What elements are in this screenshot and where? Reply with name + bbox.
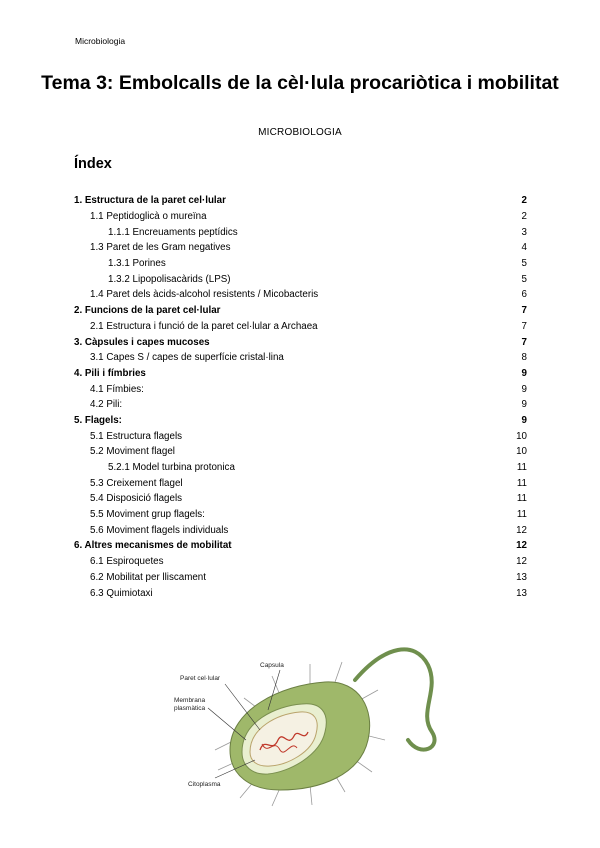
label-membrane-2: plasmàtica — [174, 705, 206, 712]
toc-entry-page: 11 — [516, 493, 527, 505]
toc-entry[interactable] — [74, 256, 527, 272]
toc-entry[interactable] — [74, 585, 527, 601]
toc-entry-page: 7 — [521, 305, 527, 317]
toc-entry[interactable] — [74, 366, 527, 382]
toc-entry[interactable] — [74, 224, 527, 240]
toc-entry[interactable] — [74, 334, 527, 350]
toc-entry-page: 4 — [521, 242, 527, 254]
toc-entry-label: 6. Altres mecanismes de mobilitat — [74, 540, 232, 552]
toc-entry-page: 10 — [516, 446, 527, 458]
toc-entry-page: 5 — [521, 258, 527, 270]
toc-entry[interactable] — [74, 554, 527, 570]
toc-entry-label: 1.3 Paret de les Gram negatives — [90, 242, 231, 254]
toc-entry-label: 4.2 Pili: — [90, 399, 123, 411]
toc-entry-label: 5.6 Moviment flagels individuals — [90, 524, 229, 536]
toc-entry-label: 1.3.2 Lipopolisacàrids (LPS) — [108, 273, 231, 285]
toc-entry-label: 1.4 Paret dels àcids-alcohol resistents / Micobacteris — [90, 289, 319, 301]
toc-entry[interactable] — [74, 319, 527, 335]
toc-entry-page: 9 — [521, 367, 527, 379]
index-heading: Índex — [74, 156, 112, 172]
toc-entry[interactable] — [74, 413, 527, 429]
toc-entry-label: 5.3 Creixement flagel — [90, 477, 183, 489]
toc-entry-page: 5 — [521, 273, 527, 285]
toc-entry[interactable] — [74, 460, 527, 476]
toc-entry-page: 12 — [516, 556, 527, 568]
table-of-contents — [74, 193, 527, 601]
toc-entry-label: 4.1 Fímbies: — [90, 383, 144, 395]
toc-entry-label: 3. Càpsules i capes mucoses — [74, 336, 210, 348]
toc-entry[interactable] — [74, 428, 527, 444]
toc-entry[interactable] — [74, 570, 527, 586]
toc-entry-label: 5.1 Estructura flagels — [90, 430, 183, 442]
toc-entry-page: 8 — [521, 352, 527, 364]
toc-entry-page: 9 — [521, 399, 527, 411]
toc-entry-page: 11 — [516, 477, 527, 489]
label-cell-wall: Paret cel·lular — [180, 675, 221, 682]
toc-entry-label: 1.1 Peptidoglicà o mureïna — [90, 211, 207, 223]
toc-entry-page: 7 — [521, 320, 527, 332]
toc-entry-page: 12 — [516, 524, 527, 536]
label-cytoplasm: Citoplasma — [188, 781, 221, 788]
toc-entry[interactable] — [74, 491, 527, 507]
toc-entry-page: 9 — [521, 414, 527, 426]
toc-entry[interactable] — [74, 271, 527, 287]
toc-entry[interactable] — [74, 381, 527, 397]
toc-entry-page: 2 — [521, 195, 527, 207]
toc-entry-label: 6.2 Mobilitat per lliscament — [90, 571, 206, 583]
toc-entry-page: 13 — [516, 571, 527, 583]
toc-entry[interactable] — [74, 303, 527, 319]
toc-entry-page: 9 — [521, 383, 527, 395]
document-subtitle: MICROBIOLOGIA — [258, 127, 342, 138]
toc-entry-page: 11 — [516, 509, 527, 521]
toc-entry-label: 5.4 Disposició flagels — [90, 493, 183, 505]
toc-entry-label: 1.1.1 Encreuaments peptídics — [108, 226, 238, 238]
toc-entry[interactable] — [74, 522, 527, 538]
bacterium-diagram — [160, 640, 450, 810]
toc-entry-label: 5. Flagels: — [74, 414, 122, 426]
toc-entry-label: 2.1 Estructura i funció de la paret cel·lular a Archaea — [90, 320, 318, 332]
toc-entry-page: 2 — [521, 211, 527, 223]
toc-entry-label: 3.1 Capes S / capes de superfície cristal·lina — [90, 352, 284, 364]
toc-entry-label: 4. Pili i fímbries — [74, 367, 146, 379]
toc-entry[interactable] — [74, 444, 527, 460]
toc-entry[interactable] — [74, 475, 527, 491]
toc-entry[interactable] — [74, 193, 527, 209]
label-capsule: Capsula — [260, 662, 284, 669]
toc-entry-label: 5.2.1 Model turbina protonica — [108, 462, 235, 474]
toc-entry[interactable] — [74, 209, 527, 225]
toc-entry-page: 10 — [516, 430, 527, 442]
toc-entry-page: 11 — [516, 462, 527, 474]
toc-entry[interactable] — [74, 350, 527, 366]
toc-entry[interactable] — [74, 287, 527, 303]
toc-entry-label: 6.3 Quimiotaxi — [90, 587, 153, 599]
toc-entry-label: 5.5 Moviment grup flagels: — [90, 509, 205, 521]
toc-entry-label: 5.2 Moviment flagel — [90, 446, 175, 458]
label-membrane-1: Membrana — [174, 697, 206, 704]
document-title: Tema 3: Embolcalls de la cèl·lula procariòtica i mobilitat — [41, 72, 559, 94]
toc-entry[interactable] — [74, 507, 527, 523]
toc-entry-label: 1.3.1 Porines — [108, 258, 166, 270]
toc-entry-page: 7 — [521, 336, 527, 348]
toc-entry-page: 13 — [516, 587, 527, 599]
toc-entry-page: 3 — [521, 226, 527, 238]
toc-entry-page: 6 — [521, 289, 527, 301]
toc-entry-page: 12 — [516, 540, 527, 552]
running-header: Microbiologia — [75, 36, 126, 46]
toc-entry[interactable] — [74, 538, 527, 554]
toc-entry-label: 1. Estructura de la paret cel·lular — [74, 195, 226, 207]
toc-entry-label: 2. Funcions de la paret cel·lular — [74, 305, 221, 317]
toc-entry[interactable] — [74, 240, 527, 256]
toc-entry[interactable] — [74, 397, 527, 413]
toc-entry-label: 6.1 Espiroquetes — [90, 556, 164, 568]
bacterium-illustration — [160, 640, 450, 810]
